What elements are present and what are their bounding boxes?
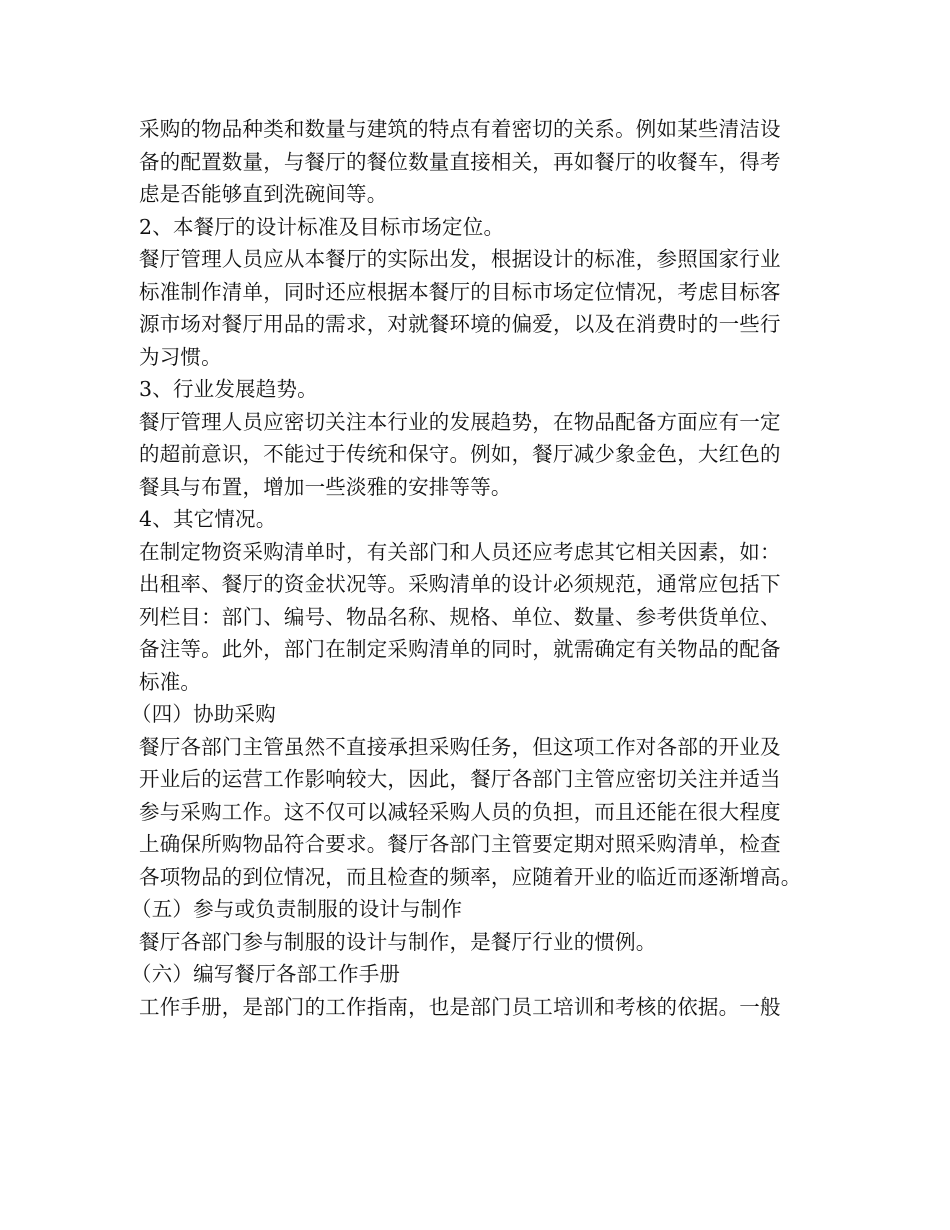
paragraph-line: 标准制作清单，同时还应根据本餐厅的目标市场定位情况，考虑目标客 [139,279,781,304]
paragraph-line: 虑是否能够直到洗碗间等。 [139,182,388,206]
paragraph-line: 上确保所购物品符合要求。餐厅各部门主管要定期对照采购清单，检查 [139,832,781,856]
paragraph-line: 开业后的运营工作影响较大，因此，餐厅各部门主管应密切关注并适当 [139,767,781,791]
section-heading: （五）参与或负责制服的设计与制作 [131,897,463,921]
document-body [131,113,839,1023]
paragraph-line: 餐厅各部门主管虽然不直接承担采购任务，但这项工作对各部的开业及 [139,734,781,759]
section-heading: （四）协助采购 [131,702,276,726]
paragraph-line: 列栏目：部门、编号、物品名称、规格、单位、数量、参考供货单位、 [139,604,781,629]
paragraph-line: 餐厅各部门参与制服的设计与制作，是餐厅行业的惯例。 [139,929,657,954]
paragraph-line: 为习惯。 [139,344,222,369]
paragraph-line: 餐具与布置，增加一些淡雅的安排等等。 [139,474,512,499]
paragraph-line: 的超前意识，不能过于传统和保守。例如，餐厅减少象金色，大红色的 [139,442,781,466]
section-heading: 2、本餐厅的设计标准及目标市场定位。 [139,214,505,239]
paragraph-line: 源市场对餐厅用品的需求，对就餐环境的偏爱，以及在消费时的一些行 [139,312,781,336]
paragraph-line: 餐厅管理人员应密切关注本行业的发展趋势，在物品配备方面应有一定 [139,409,781,434]
section-heading: （六）编写餐厅各部工作手册 [131,962,401,986]
paragraph-line: 备注等。此外，部门在制定采购清单的同时，就需确定有关物品的配备 [139,637,781,661]
paragraph-line: 出租率、餐厅的资金状况等。采购清单的设计必须规范，通常应包括下 [139,572,781,596]
section-heading: 3、行业发展趋势。 [139,377,318,401]
paragraph-line: 在制定物资采购清单时，有关部门和人员还应考虑其它相关因素，如： [139,539,781,564]
section-heading: 4、其它情况。 [139,507,277,531]
paragraph-line: 各项物品的到位情况，而且检查的频率，应随着开业的临近而逐渐增高。 [139,864,802,889]
paragraph-line: 工作手册，是部门的工作指南，也是部门员工培训和考核的依据。一般 [139,994,781,1019]
paragraph-line: 餐厅管理人员应从本餐厅的实际出发，根据设计的标准，参照国家行业 [139,247,781,271]
paragraph-line: 备的配置数量，与餐厅的餐位数量直接相关，再如餐厅的收餐车，得考 [139,149,781,174]
paragraph-line: 采购的物品种类和数量与建筑的特点有着密切的关系。例如某些清洁设 [139,117,781,141]
paragraph-line: 标准。 [139,669,202,694]
paragraph-line: 参与采购工作。这不仅可以减轻采购人员的负担，而且还能在很大程度 [139,799,781,824]
